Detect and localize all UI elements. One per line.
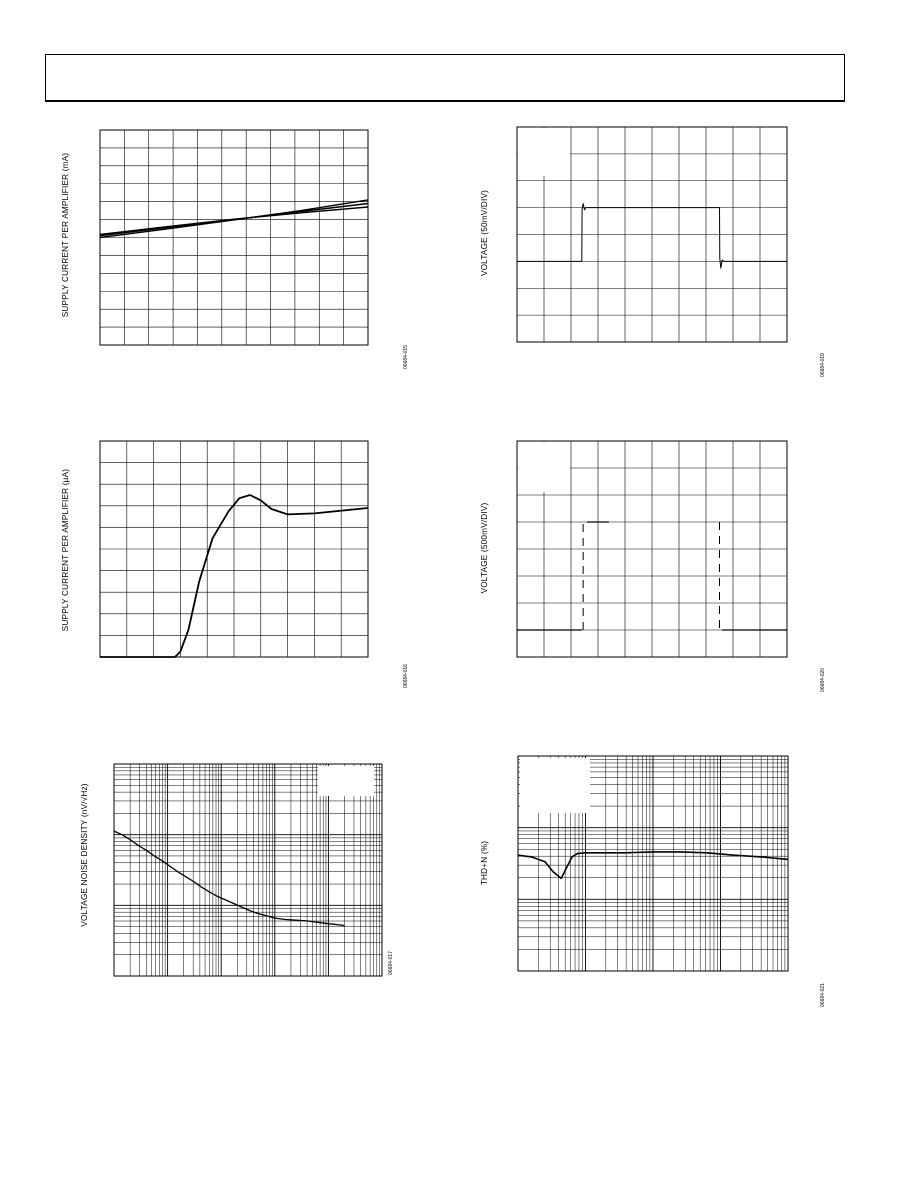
voltage-50mv-chart — [470, 125, 826, 385]
annotation-mask — [520, 758, 590, 813]
supply-current-ma-chart — [55, 125, 409, 385]
voltage-50mv-ylabel: VOLTAGE (50mV/DIV) — [480, 189, 489, 277]
voltage-noise-density-ylabel: VOLTAGE NOISE DENSITY (nV/√Hz) — [80, 783, 89, 927]
voltage-500mv-ylabel: VOLTAGE (500mV/DIV) — [480, 502, 489, 594]
thd-n-ylabel: THD+N (%) — [480, 840, 489, 886]
annotation-mask — [518, 128, 570, 176]
legend-mask — [318, 766, 374, 796]
figure-id-016: 06684-016 — [403, 664, 409, 688]
annotation-mask — [518, 442, 570, 492]
figure-id-019: 06684-019 — [820, 353, 826, 377]
figure-id-017: 06684-017 — [388, 951, 394, 975]
page-header-box — [45, 54, 845, 102]
supply-current-ua-chart — [55, 438, 409, 698]
thd-n-chart — [470, 750, 826, 1010]
voltage-500mv-chart — [470, 438, 826, 698]
supply-current-ua-ylabel: SUPPLY CURRENT PER AMPLIFIER (µA) — [61, 468, 70, 632]
figure-id-020: 06684-020 — [820, 668, 826, 692]
supply-current-ma-ylabel: SUPPLY CURRENT PER AMPLIFIER (mA) — [61, 152, 70, 318]
figure-id-015: 06684-015 — [403, 345, 409, 369]
figure-id-021: 06684-021 — [820, 983, 826, 1007]
voltage-noise-density-chart — [70, 758, 400, 998]
